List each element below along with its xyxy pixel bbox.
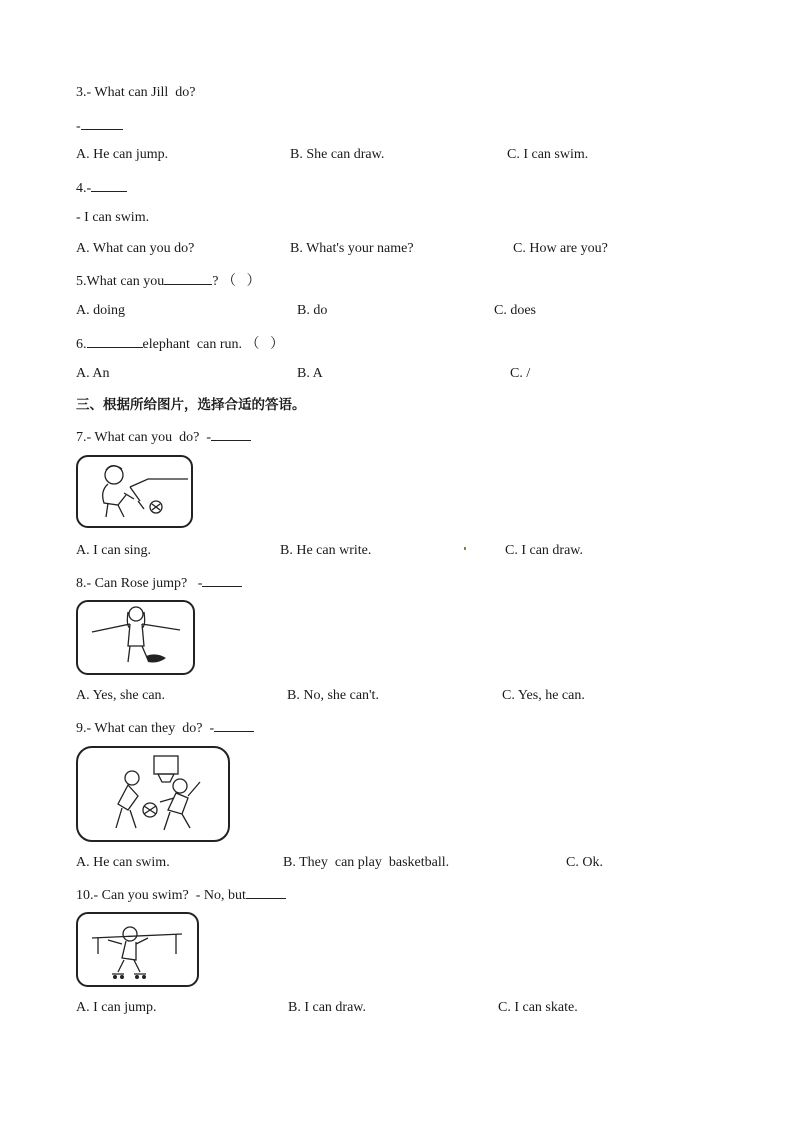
- q8-option-b: B. No, she can't.: [287, 688, 379, 703]
- q9-question: [76, 718, 254, 738]
- q3-answer-blank: [81, 116, 123, 130]
- kids-playing-basketball-icon: [78, 748, 228, 840]
- q5-question-start: 5.What can you: [76, 274, 165, 289]
- q5-option-c: C. does: [494, 303, 536, 318]
- q4-option-a: A. What can you do?: [76, 241, 195, 256]
- q7-question-text: 7.- What can you do? -: [76, 430, 212, 445]
- q4-option-b: B. What's your name?: [290, 241, 414, 256]
- q10-question: [76, 885, 286, 905]
- q6-blank: [87, 334, 143, 348]
- child-skating-picture: [76, 912, 199, 987]
- stray-mark: [464, 547, 466, 550]
- q9-option-c: C. Ok.: [566, 855, 603, 870]
- q6-option-c: C. /: [510, 366, 531, 381]
- q9-option-b: B. They can play basketball.: [283, 855, 450, 870]
- q3-answer-prefix: -: [76, 119, 81, 134]
- q9-option-a: A. He can swim.: [76, 855, 170, 870]
- q4-question-text: 4.-: [76, 181, 92, 196]
- q4-response: - I can swim.: [76, 210, 150, 225]
- q8-question: [76, 573, 242, 593]
- section-3-heading: 三、根据所给图片，选择合适的答语。: [76, 397, 306, 413]
- q5-option-b: B. do: [297, 303, 328, 318]
- q7-option-c: C. I can draw.: [505, 543, 584, 558]
- q5-question: [76, 271, 260, 291]
- q4-option-c: C. How are you?: [513, 241, 608, 256]
- q10-blank: [246, 885, 286, 899]
- q10-option-a: A. I can jump.: [76, 1000, 157, 1015]
- girl-jumping-icon: [78, 602, 193, 673]
- q3-option-a: A. He can jump.: [76, 147, 169, 162]
- q7-question: [76, 427, 251, 447]
- q6-option-a: A. An: [76, 366, 110, 381]
- q8-blank: [202, 573, 242, 587]
- q8-option-c: C. Yes, he can.: [502, 688, 585, 703]
- q5-blank: [164, 271, 212, 285]
- q7-option-b: B. He can write.: [280, 543, 372, 558]
- q5-option-a: A. doing: [76, 303, 125, 318]
- q10-question-text: 10.- Can you swim? - No, but: [76, 888, 246, 903]
- q3-question: 3.- What can Jill do?: [76, 85, 196, 100]
- q6-question-start: 6.: [76, 337, 87, 352]
- q3-option-c: C. I can swim.: [507, 147, 589, 162]
- child-skating-icon: [78, 914, 197, 985]
- q4-question: [76, 178, 127, 198]
- boy-drawing-picture: [76, 455, 193, 528]
- q5-question-end: ? （ ）: [212, 274, 261, 289]
- q8-question-text: 8.- Can Rose jump? -: [76, 576, 203, 591]
- q9-question-text: 9.- What can they do? -: [76, 721, 215, 736]
- q3-answer-line: [76, 116, 123, 136]
- girl-jumping-picture: [76, 600, 195, 675]
- q6-option-b: B. A: [297, 366, 323, 381]
- q7-blank: [211, 427, 251, 441]
- q6-question-end: elephant can run. （ ）: [142, 337, 285, 352]
- q10-option-b: B. I can draw.: [288, 1000, 367, 1015]
- q8-option-a: A. Yes, she can.: [76, 688, 166, 703]
- q7-option-a: A. I can sing.: [76, 543, 152, 558]
- q6-question: [76, 334, 284, 354]
- q9-blank: [214, 718, 254, 732]
- boy-drawing-icon: [78, 457, 191, 526]
- q4-blank: [91, 178, 127, 192]
- q10-option-c: C. I can skate.: [498, 1000, 578, 1015]
- q3-option-b: B. She can draw.: [290, 147, 385, 162]
- kids-basketball-picture: [76, 746, 230, 842]
